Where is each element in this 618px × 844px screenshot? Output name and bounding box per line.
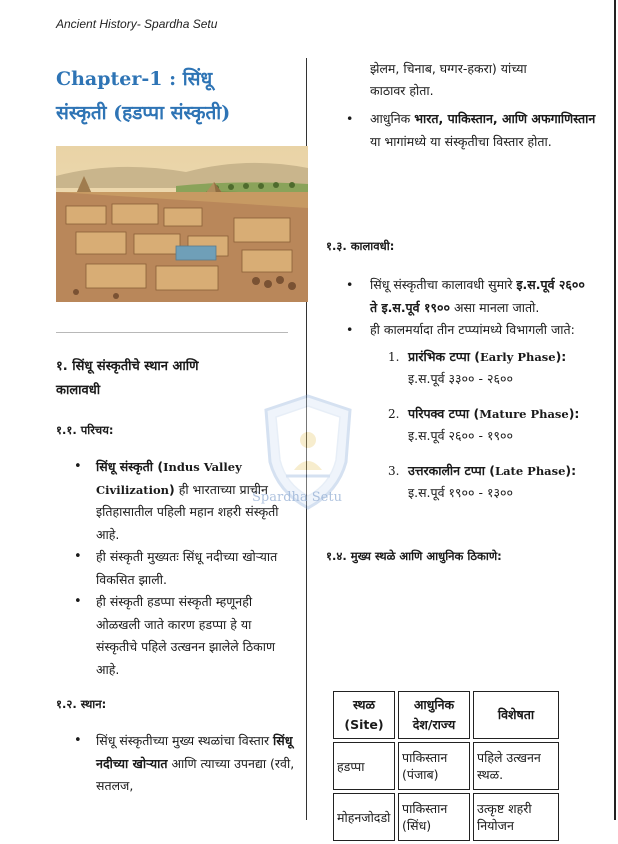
bold-term: सिंधू नदीच्या खोऱ्यात xyxy=(96,733,293,771)
modern-region-list xyxy=(326,108,596,153)
bold-term: इ.स.पूर्व २६०० ते इ.स.पूर्व १९०० xyxy=(370,277,585,315)
chapter-title-line1: Chapter-1 : सिंधू xyxy=(56,68,213,90)
phase-name-end: ): xyxy=(565,462,577,478)
bold-term: सिंधू संस्कृती ( xyxy=(96,459,164,474)
subheading-period: १.३. कालावधी: xyxy=(326,239,395,253)
table-cell: हडप्पा xyxy=(333,742,395,790)
phase-name: उत्तरकालीन टप्पा ( xyxy=(408,462,495,478)
column-header-feature: विशेषता xyxy=(473,691,559,739)
list-item xyxy=(326,274,596,319)
page-edge xyxy=(614,0,616,820)
list-item xyxy=(56,730,296,798)
continued-line1: झेलम, चिनाब, घग्गर-हकरा) यांच्या xyxy=(370,61,527,76)
continued-line2: काठावर होता. xyxy=(370,83,434,98)
phase-name-end: ): xyxy=(555,348,567,364)
phase-name-end: ): xyxy=(568,405,580,421)
place-list xyxy=(56,730,296,798)
item-text: या भागांमध्ये या संस्कृतीचा विस्तार होता. xyxy=(370,133,552,149)
chapter-title xyxy=(56,62,296,130)
section-heading-1-line1: १. सिंधू संस्कृतीचे स्थान आणि xyxy=(56,359,199,374)
item-text: आधुनिक xyxy=(370,111,415,126)
column-header-site: स्थळ (Site) xyxy=(333,691,395,739)
list-item: • ही संस्कृती हडप्पा संस्कृती म्हणूनही ओळखली जाते कारण हडप्पा हे या संस्कृतीचे पहिले उत्खनन झालेले ठिकाण आहे. xyxy=(56,591,296,681)
watermark-text: Spardha Setu xyxy=(252,490,342,505)
table-cell: उत्कृष्ट शहरी नियोजन xyxy=(473,793,559,841)
phase-name-en: Late Phase xyxy=(495,463,566,478)
item-text: ही भारताच्या प्राचीन इतिहासातील पहिली महान शहरी संस्कृती आहे. xyxy=(96,481,279,542)
continued-text xyxy=(326,58,596,102)
chapter-title-line2: संस्कृती (हडप्पा संस्कृती) xyxy=(56,102,231,124)
phase-name: परिपक्व टप्पा ( xyxy=(408,405,480,421)
list-item xyxy=(56,456,296,546)
section-separator xyxy=(56,332,288,333)
subheading-intro: १.१. परिचय: xyxy=(56,423,114,437)
list-item xyxy=(326,108,596,153)
table-cell: पाकिस्तान (सिंध) xyxy=(398,793,470,841)
period-list xyxy=(326,274,596,342)
list-item: • ही संस्कृती मुख्यतः सिंधू नदीच्या खोऱ्यात विकसित झाली. xyxy=(56,546,296,591)
column-header-country: आधुनिक देश/राज्य xyxy=(398,691,470,739)
item-text: असा मानला जातो. xyxy=(449,299,540,315)
phase-name: प्रारंभिक टप्पा ( xyxy=(408,348,480,364)
phase-number: 3. xyxy=(388,463,400,478)
table-header-row xyxy=(333,691,559,739)
sites-table xyxy=(330,688,562,844)
table-cell: मोहनजोदडो xyxy=(333,793,395,841)
phase-item xyxy=(326,460,596,505)
subheading-sites: १.४. मुख्य स्थळे आणि आधुनिक ठिकाणे: xyxy=(326,548,502,563)
subheading-place: १.२. स्थान: xyxy=(56,697,107,711)
phase-dates: इ.स.पूर्व ३३०० - २६०० xyxy=(408,371,514,386)
list-item: • ही कालमर्यादा तीन टप्प्यांमध्ये विभागली जाते: xyxy=(326,319,596,342)
phase-number: 1. xyxy=(388,349,400,364)
phase-dates: इ.स.पूर्व १९०० - १३०० xyxy=(408,485,514,500)
phase-name-en: Mature Phase xyxy=(479,406,569,421)
bold-term: भारत, पाकिस्तान, आणि अफगाणिस्तान xyxy=(414,111,596,126)
bold-term-en: Indus Valley Civilization xyxy=(96,460,242,497)
section-heading-1-line2: कालावधी xyxy=(56,383,101,398)
phase-item xyxy=(326,346,596,391)
table-cell: पाकिस्तान (पंजाब) xyxy=(398,742,470,790)
indus-city-illustration xyxy=(56,146,308,302)
left-column xyxy=(56,62,296,798)
item-text: सिंधू संस्कृतीच्या मुख्य स्थळांचा विस्तार xyxy=(96,733,274,748)
running-header: Ancient History- Spardha Setu xyxy=(56,17,218,31)
phase-number: 2. xyxy=(388,406,400,421)
table-cell: पहिले उत्खनन स्थळ. xyxy=(473,742,559,790)
bold-term-end: ) xyxy=(169,481,175,497)
item-text: सिंधू संस्कृतीचा कालावधी सुमारे xyxy=(370,277,517,292)
table-row xyxy=(333,742,559,790)
phase-name-en: Early Phase xyxy=(480,349,556,364)
phase-list xyxy=(326,346,596,505)
table-row xyxy=(333,793,559,841)
phase-dates: इ.स.पूर्व २६०० - १९०० xyxy=(408,428,514,443)
intro-list xyxy=(56,456,296,681)
right-column xyxy=(326,58,596,564)
phase-item xyxy=(326,403,596,448)
item-text: आणि त्याच्या उपनद्या (रवी, सतलज, xyxy=(96,755,295,793)
section-heading-1 xyxy=(56,355,296,403)
